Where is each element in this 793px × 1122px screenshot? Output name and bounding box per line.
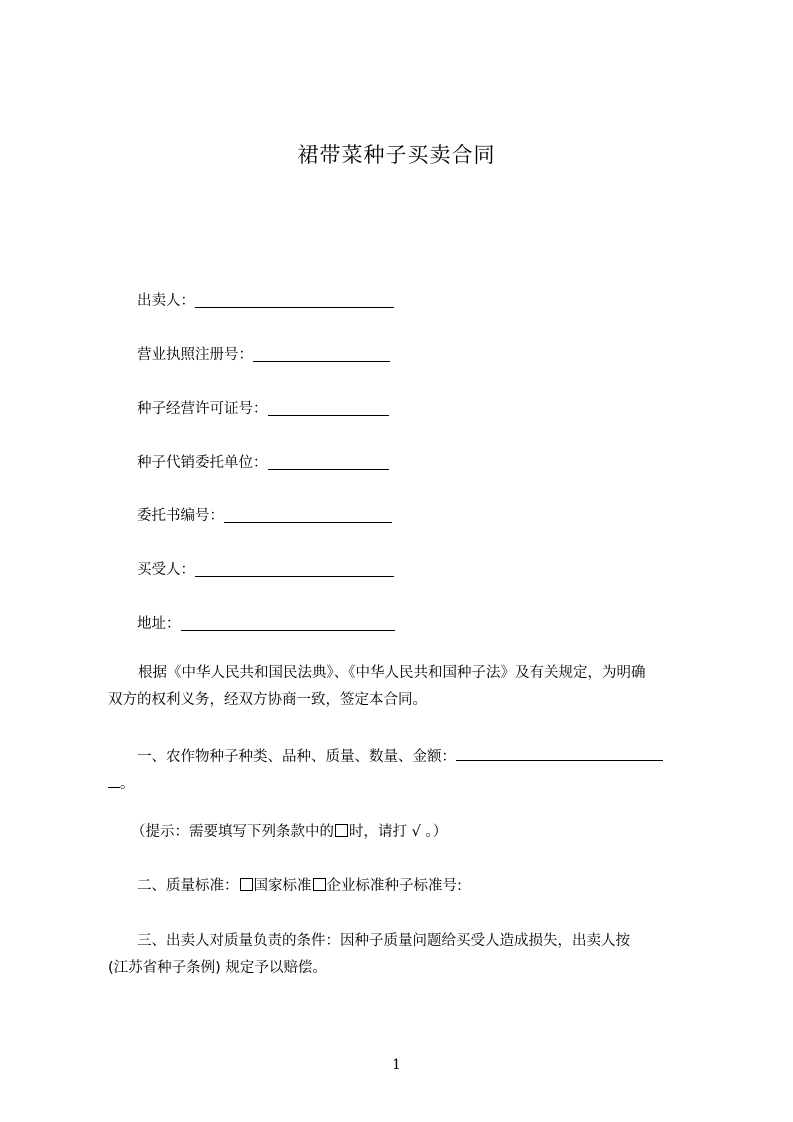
checkbox-icon xyxy=(335,824,348,837)
clause-2-label: 二、质量标准： xyxy=(137,878,239,894)
clause-1-end: 。 xyxy=(120,776,135,792)
authorization-number-blank[interactable] xyxy=(224,506,392,523)
clause-1-line-2 xyxy=(108,771,135,798)
clause-3-line-2: (江苏省种子条例) 规定予以赔偿。 xyxy=(108,960,327,976)
business-license-field xyxy=(137,344,390,366)
hint-text-end: 时，请打 √ 。） xyxy=(349,824,448,840)
national-standard-label: 国家标准 xyxy=(253,878,312,894)
intro-line-1: 根据《中华人民共和国民法典》、《中华人民共和国种子法》及有关规定，为明确 xyxy=(138,665,646,681)
address-blank[interactable] xyxy=(181,614,395,631)
document-title: 裙带菜种子买卖合同 xyxy=(297,143,496,167)
authorization-number-field xyxy=(137,505,392,527)
clause-1-label: 一、农作物种子种类、品种、质量、数量、金额： xyxy=(137,749,456,765)
seller-field xyxy=(137,290,394,312)
business-license-label: 营业执照注册号： xyxy=(137,347,253,363)
page-number: 1 xyxy=(392,1057,401,1073)
hint-line xyxy=(131,819,447,846)
enterprise-standard-label: 企业标准种子标准号: xyxy=(326,878,462,894)
seed-permit-field xyxy=(137,398,389,420)
intro-line-2: 双方的权利义务，经双方协商一致，签定本合同。 xyxy=(108,692,427,708)
agent-unit-label: 种子代销委托单位： xyxy=(137,455,268,471)
seller-blank[interactable] xyxy=(195,291,394,308)
clause-1-line-1 xyxy=(137,744,663,771)
buyer-field xyxy=(137,559,394,581)
authorization-number-label: 委托书编号： xyxy=(137,508,224,524)
enterprise-standard-checkbox[interactable] xyxy=(313,878,326,891)
national-standard-checkbox[interactable] xyxy=(240,878,253,891)
seed-permit-blank[interactable] xyxy=(268,399,389,416)
address-field xyxy=(137,613,395,635)
address-label: 地址： xyxy=(137,616,181,632)
clause-3-line-1: 三、出卖人对质量负责的条件：因种子质量问题给买受人造成损失，出卖人按 xyxy=(137,933,630,949)
agent-unit-field xyxy=(137,452,389,474)
hint-text-start: （提示：需要填写下列条款中的 xyxy=(131,824,334,840)
clause-2-line xyxy=(137,873,462,900)
agent-unit-blank[interactable] xyxy=(268,453,389,470)
business-license-blank[interactable] xyxy=(253,345,390,362)
clause-1-blank[interactable] xyxy=(456,744,663,761)
seller-label: 出卖人： xyxy=(137,293,195,309)
seed-permit-label: 种子经营许可证号： xyxy=(137,401,268,417)
buyer-label: 买受人： xyxy=(137,562,195,578)
clause-1-blank-continued[interactable] xyxy=(108,771,120,788)
buyer-blank[interactable] xyxy=(195,560,394,577)
